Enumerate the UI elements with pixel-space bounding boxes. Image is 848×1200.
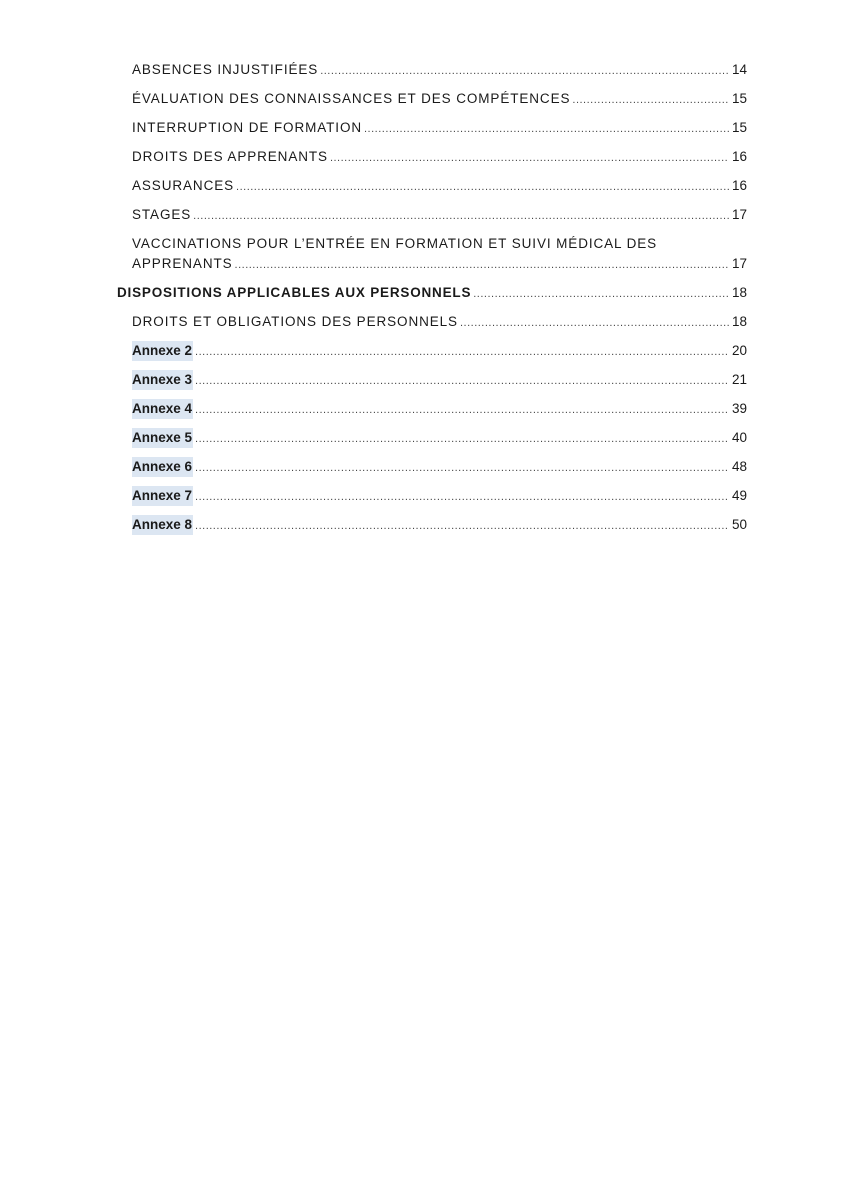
dot-leader xyxy=(195,429,729,449)
toc-entry-page: 39 xyxy=(731,401,747,416)
toc-entry-title: Annexe 2 xyxy=(132,341,193,361)
dot-leader xyxy=(330,148,729,168)
toc-entry-page: 17 xyxy=(731,207,747,222)
toc-entry-title: Annexe 3 xyxy=(132,370,193,390)
toc-entry-page: 15 xyxy=(731,91,747,106)
dot-leader xyxy=(195,342,729,362)
toc-entry-title: Annexe 8 xyxy=(132,515,193,535)
dot-leader xyxy=(195,458,729,478)
toc-entry-droits-apprenants[interactable] xyxy=(132,147,747,168)
toc-entry-page: 16 xyxy=(731,149,747,164)
dot-leader xyxy=(320,61,729,81)
toc-entry-title: DROITS DES APPRENANTS xyxy=(132,149,328,164)
toc-entry-page: 48 xyxy=(731,459,747,474)
toc-entry-page: 49 xyxy=(731,488,747,503)
toc-entry-title: Annexe 6 xyxy=(132,457,193,477)
dot-leader xyxy=(572,90,729,110)
dot-leader xyxy=(364,119,729,139)
table-of-contents xyxy=(0,60,848,544)
toc-entry-title-line1: VACCINATIONS POUR L’ENTRÉE EN FORMATION ET SUIVI MÉDICAL DES xyxy=(132,236,658,251)
toc-entry-stages[interactable] xyxy=(132,205,747,226)
toc-entry-annexe-3[interactable] xyxy=(132,370,747,391)
toc-entry-interruption[interactable] xyxy=(132,118,747,139)
toc-entry-title: DISPOSITIONS APPLICABLES AUX PERSONNELS xyxy=(117,285,472,300)
dot-leader xyxy=(193,206,729,226)
toc-entry-page: 20 xyxy=(731,343,747,358)
toc-entry-page: 15 xyxy=(731,120,747,135)
toc-entry-page: 17 xyxy=(731,256,747,271)
toc-entry-title: APPRENANTS xyxy=(132,256,233,271)
toc-entry-page: 16 xyxy=(731,178,747,193)
toc-entry-page: 40 xyxy=(731,430,747,445)
toc-entry-page: 14 xyxy=(731,62,747,77)
toc-entry-title: INTERRUPTION DE FORMATION xyxy=(132,120,362,135)
toc-entry-annexe-4[interactable] xyxy=(132,399,747,420)
dot-leader xyxy=(473,284,729,304)
dot-leader xyxy=(195,487,729,507)
toc-entry-page: 18 xyxy=(731,285,747,300)
toc-entry-annexe-8[interactable] xyxy=(132,515,747,536)
toc-entry-annexe-5[interactable] xyxy=(132,428,747,449)
toc-entry-page: 21 xyxy=(731,372,747,387)
dot-leader xyxy=(195,400,729,420)
toc-entry-title: ÉVALUATION DES CONNAISSANCES ET DES COMPÉTENCES xyxy=(132,91,571,106)
toc-entry-title: STAGES xyxy=(132,207,192,222)
toc-entry-vaccinations[interactable] xyxy=(132,234,747,275)
dot-leader xyxy=(460,313,729,333)
toc-entry-title: ASSURANCES xyxy=(132,178,235,193)
toc-entry-dispositions-personnels[interactable] xyxy=(117,283,747,304)
toc-entry-title: Annexe 7 xyxy=(132,486,193,506)
toc-entry-absences-injustifiees[interactable] xyxy=(132,60,747,81)
toc-entry-assurances[interactable] xyxy=(132,176,747,197)
toc-entry-title: Annexe 5 xyxy=(132,428,193,448)
dot-leader xyxy=(195,516,729,536)
toc-entry-annexe-6[interactable] xyxy=(132,457,747,478)
toc-entry-annexe-2[interactable] xyxy=(132,341,747,362)
toc-entry-page: 18 xyxy=(731,314,747,329)
toc-entry-title: Annexe 4 xyxy=(132,399,193,419)
dot-leader xyxy=(195,371,729,391)
toc-entry-evaluation[interactable] xyxy=(132,89,747,110)
toc-entry-annexe-7[interactable] xyxy=(132,486,747,507)
dot-leader xyxy=(235,255,729,275)
toc-entry-title: DROITS ET OBLIGATIONS DES PERSONNELS xyxy=(132,314,458,329)
toc-entry-page: 50 xyxy=(731,517,747,532)
dot-leader xyxy=(236,177,729,197)
toc-entry-droits-obligations[interactable] xyxy=(132,312,747,333)
toc-entry-title: ABSENCES INJUSTIFIÉES xyxy=(132,62,319,77)
